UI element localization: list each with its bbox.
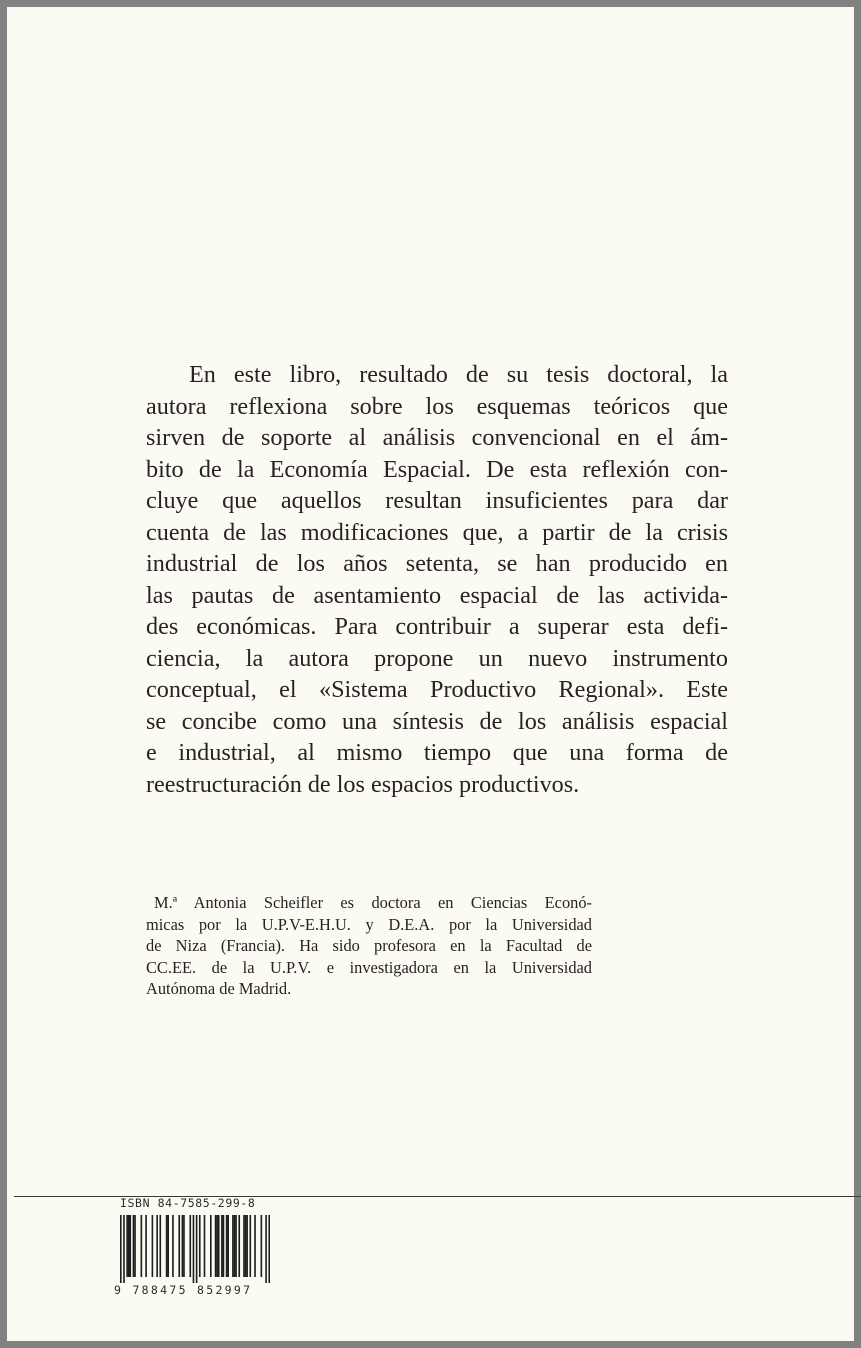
barcode-bar (172, 1215, 174, 1277)
bio-line: CC.EE. de la U.P.V. e investigadora en la Universidad (146, 957, 592, 977)
synopsis-line: cluye que aquellos resultan insuficientes para dar (146, 487, 728, 514)
barcode-bar (227, 1215, 229, 1277)
synopsis-line: e industrial, al mismo tiempo que una forma de (146, 739, 728, 766)
synopsis-line: ciencia, la autora propone un nuevo instrumento (146, 644, 728, 672)
isbn-label: ISBN 84-7585-299-8 (120, 1196, 256, 1210)
barcode-bar (141, 1215, 143, 1277)
barcode-bar (123, 1215, 125, 1283)
barcode-bar (218, 1215, 220, 1277)
bio-line: micas por la U.P.V-E.H.U. y D.E.A. por la Universidad (146, 914, 592, 934)
barcode-bar (156, 1215, 158, 1277)
barcode-bar (178, 1215, 180, 1277)
barcode-bar (254, 1215, 256, 1277)
synopsis-line: En este libro, resultado de su tesis doctoral, la (189, 361, 728, 388)
barcode-bar (234, 1215, 236, 1277)
barcode-bar (215, 1215, 217, 1277)
author-bio (146, 892, 592, 1000)
barcode-bar (261, 1215, 263, 1277)
barcode-bar (235, 1215, 237, 1277)
synopsis-line: conceptual, el «Sistema Productivo Regional». Este (146, 676, 728, 703)
barcode-bar (133, 1215, 135, 1277)
barcode-bar (265, 1215, 267, 1283)
synopsis-line: autora reflexiona sobre los esquemas teóricos que (146, 392, 728, 420)
barcode-bar (196, 1215, 198, 1283)
barcode-bar (268, 1215, 270, 1283)
bio-line: Autónoma de Madrid. (146, 979, 292, 998)
barcode-bar (246, 1215, 248, 1277)
barcode-bar (199, 1215, 201, 1277)
barcode-bar (134, 1215, 136, 1277)
barcode-bar (249, 1215, 251, 1277)
barcode-bar (183, 1215, 185, 1277)
divider-rule-left (14, 1196, 104, 1197)
barcode-bar (189, 1215, 191, 1277)
synopsis-line: des económicas. Para contribuir a superar esta defi- (146, 613, 728, 640)
synopsis-line: se concibe como una síntesis de los análisis espacial (146, 707, 728, 735)
barcode-bar (152, 1215, 154, 1277)
barcode-image (120, 1215, 270, 1283)
barcode-bar (182, 1215, 184, 1277)
bio-line: de Niza (Francia). Ha sido profesora en la Facultad de (146, 936, 592, 955)
synopsis-line: industrial de los años setenta, se han producido en (146, 550, 728, 577)
barcode-bar (238, 1215, 240, 1277)
barcode-bar (245, 1215, 247, 1277)
barcode-bar (216, 1215, 218, 1277)
synopsis-line: bito de la Economía Espacial. De esta reflexión con- (146, 455, 728, 483)
barcode-bar (243, 1215, 245, 1277)
barcode-bar (126, 1215, 128, 1277)
barcode-bar (193, 1215, 195, 1283)
synopsis-line: reestructuración de los espacios productivos. (146, 770, 580, 798)
synopsis-line: sirven de soporte al análisis convencional en el ám- (146, 424, 728, 451)
synopsis-paragraph (146, 359, 728, 800)
barcode-bar (120, 1215, 122, 1283)
divider-rule-right (280, 1196, 861, 1197)
barcode-bar (128, 1215, 130, 1277)
barcode-bar (166, 1215, 168, 1277)
barcode-bar (221, 1215, 223, 1277)
barcode-bar (129, 1215, 131, 1277)
barcode-bar (223, 1215, 225, 1277)
barcode-bar (167, 1215, 169, 1277)
barcode-bar (204, 1215, 206, 1277)
barcode-bar (226, 1215, 228, 1277)
barcode-digits: 9 788475 852997 (114, 1283, 253, 1297)
barcode-bar (145, 1215, 147, 1277)
barcode-bar (232, 1215, 234, 1277)
barcode-bar (210, 1215, 212, 1277)
synopsis-line: las pautas de asentamiento espacial de las activida- (146, 581, 728, 609)
bio-line: M.ª Antonia Scheifler es doctora en Ciencias Econó- (154, 893, 592, 912)
barcode-bar (159, 1215, 161, 1277)
synopsis-line: cuenta de las modificaciones que, a partir de la crisis (146, 518, 728, 546)
